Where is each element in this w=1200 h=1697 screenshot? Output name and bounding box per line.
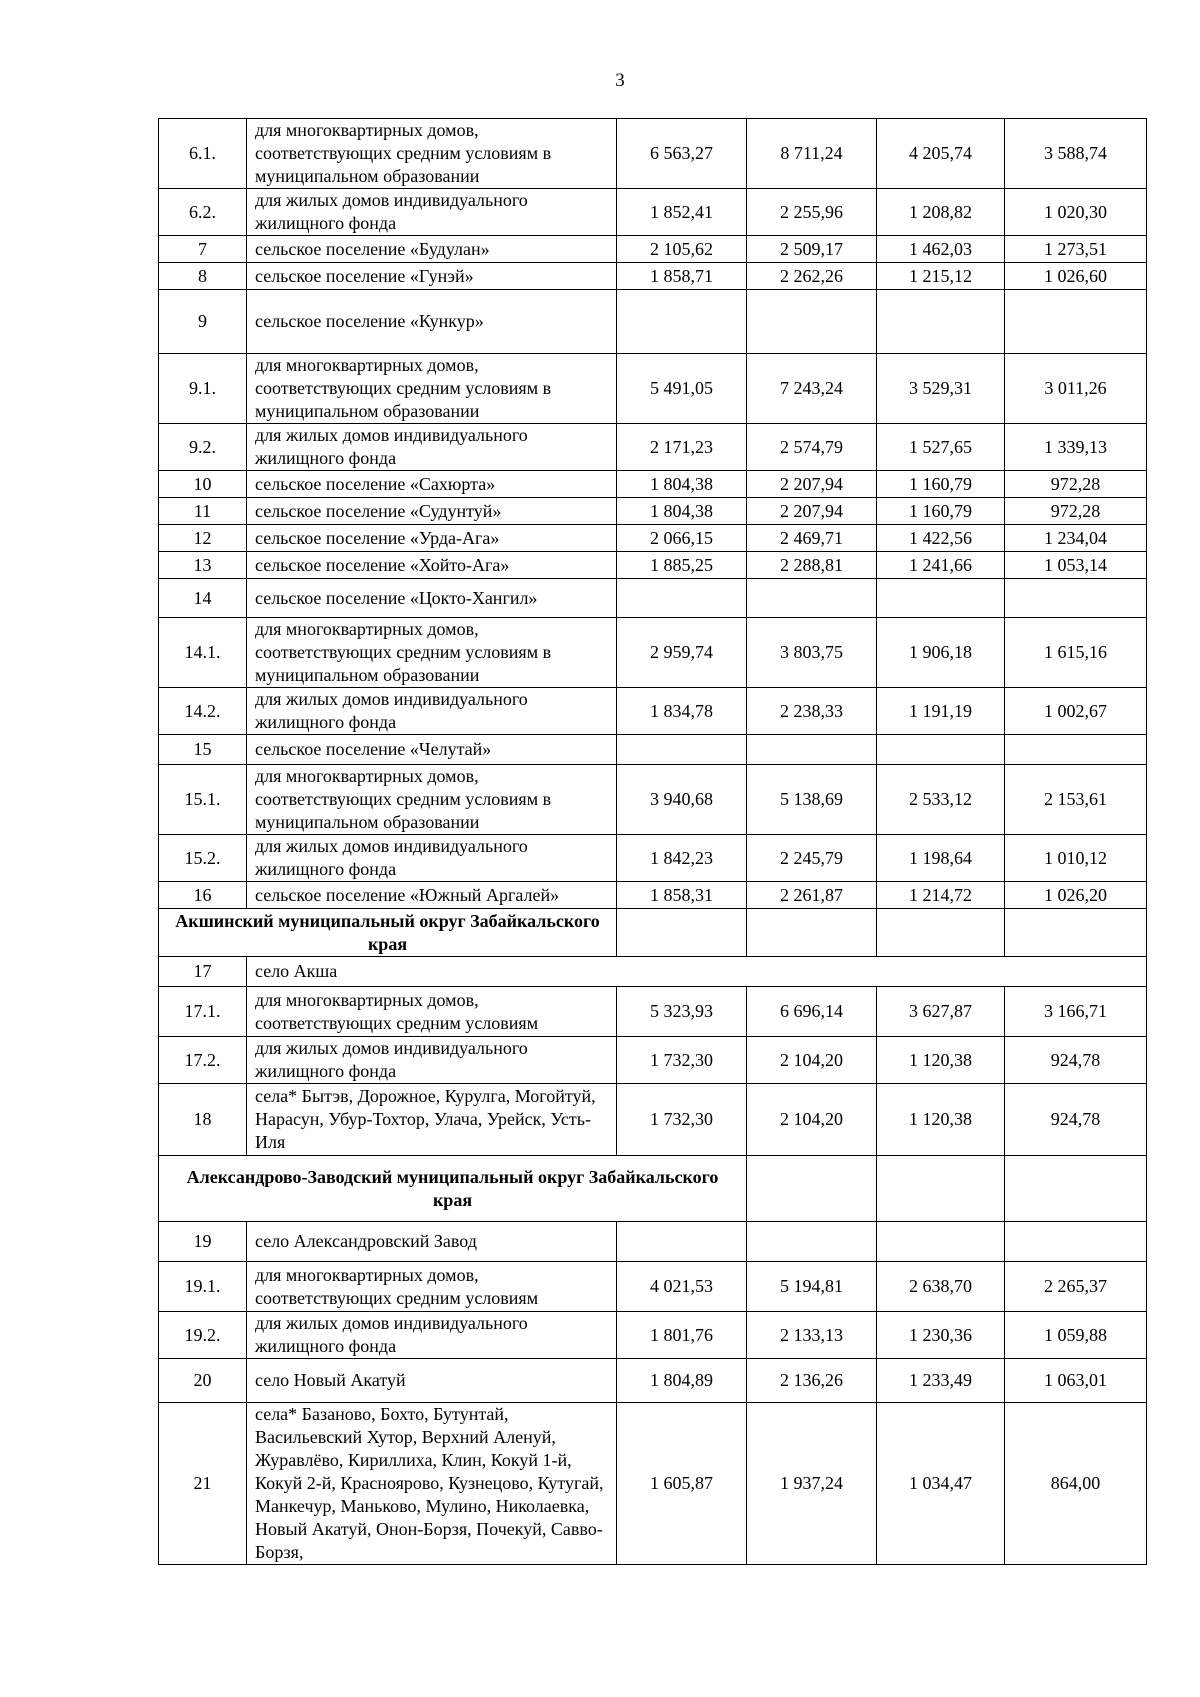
value-cell-2: 2 261,87 [747, 882, 877, 909]
row-description: село Александровский Завод [247, 1222, 617, 1262]
value-cell-3: 1 527,65 [877, 424, 1005, 471]
row-description: для многоквартирных домов, соответствующих средним условиям в муниципальном образовании [247, 354, 617, 424]
value-cell-2: 2 262,26 [747, 263, 877, 290]
table-row [159, 618, 1147, 688]
value-cell-2: 2 238,33 [747, 688, 877, 735]
table-row [159, 552, 1147, 579]
table-row [159, 119, 1147, 189]
row-description: для многоквартирных домов, соответствующих средним условиям в муниципальном образовании [247, 119, 617, 189]
value-cell-1: 3 940,68 [617, 765, 747, 835]
table-row [159, 765, 1147, 835]
table-row [159, 424, 1147, 471]
value-cell-3: 1 422,56 [877, 525, 1005, 552]
value-cell-4: 3 166,71 [1005, 987, 1147, 1037]
row-number: 9.1. [159, 354, 247, 424]
empty-cell [617, 909, 747, 957]
value-cell-4: 2 153,61 [1005, 765, 1147, 835]
row-description: для многоквартирных домов, соответствующих средним условиям в муниципальном образовании [247, 618, 617, 688]
value-cell-1: 1 804,38 [617, 471, 747, 498]
value-cell-1 [617, 579, 747, 618]
row-number: 14.2. [159, 688, 247, 735]
value-cell-2: 2 104,20 [747, 1037, 877, 1084]
value-cell-3: 1 120,38 [877, 1037, 1005, 1084]
row-number: 9.2. [159, 424, 247, 471]
value-cell-2: 2 207,94 [747, 471, 877, 498]
section-title: Александрово-Заводский муниципальный округ Забайкальского края [159, 1156, 747, 1222]
empty-cell [877, 909, 1005, 957]
value-cell-3: 1 191,19 [877, 688, 1005, 735]
table-row [159, 688, 1147, 735]
value-cell-2: 5 194,81 [747, 1262, 877, 1312]
value-cell-2: 3 803,75 [747, 618, 877, 688]
value-cell-1 [617, 290, 747, 354]
value-cell-2: 2 469,71 [747, 525, 877, 552]
row-description: сельское поселение «Будулан» [247, 236, 617, 263]
table-row [159, 882, 1147, 909]
row-description: для многоквартирных домов, соответствующих средним условиям [247, 987, 617, 1037]
value-cell-2 [747, 1222, 877, 1262]
row-description: село Акша [247, 957, 1147, 987]
row-description: село Новый Акатуй [247, 1359, 617, 1403]
value-cell-1: 1 801,76 [617, 1312, 747, 1359]
table-row [159, 957, 1147, 987]
value-cell-4: 1 010,12 [1005, 835, 1147, 882]
value-cell-3: 3 627,87 [877, 987, 1005, 1037]
value-cell-1: 1 858,71 [617, 263, 747, 290]
table-row [159, 1359, 1147, 1403]
tariff-table [158, 118, 1147, 1565]
row-number: 7 [159, 236, 247, 263]
table-row [159, 1312, 1147, 1359]
value-cell-4: 3 588,74 [1005, 119, 1147, 189]
value-cell-2: 8 711,24 [747, 119, 877, 189]
value-cell-4 [1005, 579, 1147, 618]
empty-cell [1005, 909, 1147, 957]
row-number: 14 [159, 579, 247, 618]
table-row [159, 735, 1147, 765]
value-cell-1: 1 804,89 [617, 1359, 747, 1403]
value-cell-1: 1 885,25 [617, 552, 747, 579]
row-description: сельское поселение «Челутай» [247, 735, 617, 765]
value-cell-1: 1 842,23 [617, 835, 747, 882]
value-cell-3: 1 208,82 [877, 189, 1005, 236]
value-cell-2: 2 255,96 [747, 189, 877, 236]
row-description: для жилых домов индивидуального жилищного фонда [247, 189, 617, 236]
row-description: для многоквартирных домов, соответствующих средним условиям в муниципальном образовании [247, 765, 617, 835]
value-cell-2 [747, 290, 877, 354]
row-description: сельское поселение «Урда-Ага» [247, 525, 617, 552]
empty-cell [877, 1156, 1005, 1222]
value-cell-2: 2 207,94 [747, 498, 877, 525]
value-cell-3: 1 120,38 [877, 1084, 1005, 1156]
empty-cell [1005, 1156, 1147, 1222]
value-cell-2: 2 574,79 [747, 424, 877, 471]
value-cell-4: 1 063,01 [1005, 1359, 1147, 1403]
table-row [159, 1084, 1147, 1156]
value-cell-1: 4 021,53 [617, 1262, 747, 1312]
row-number: 14.1. [159, 618, 247, 688]
table-row [159, 1037, 1147, 1084]
row-number: 20 [159, 1359, 247, 1403]
table-row [159, 987, 1147, 1037]
value-cell-1: 2 066,15 [617, 525, 747, 552]
value-cell-1: 2 171,23 [617, 424, 747, 471]
value-cell-4 [1005, 1222, 1147, 1262]
table-row [159, 909, 1147, 957]
value-cell-4: 1 053,14 [1005, 552, 1147, 579]
row-description: сельское поселение «Хойто-Ага» [247, 552, 617, 579]
value-cell-2: 2 136,26 [747, 1359, 877, 1403]
value-cell-1: 1 852,41 [617, 189, 747, 236]
row-number: 19.1. [159, 1262, 247, 1312]
value-cell-1: 5 323,93 [617, 987, 747, 1037]
value-cell-3 [877, 290, 1005, 354]
row-number: 17.1. [159, 987, 247, 1037]
row-description: сельское поселение «Цокто-Хангил» [247, 579, 617, 618]
value-cell-3: 1 462,03 [877, 236, 1005, 263]
value-cell-3: 1 214,72 [877, 882, 1005, 909]
row-description: сельское поселение «Кункур» [247, 290, 617, 354]
row-number: 19 [159, 1222, 247, 1262]
value-cell-4: 2 265,37 [1005, 1262, 1147, 1312]
value-cell-3: 1 230,36 [877, 1312, 1005, 1359]
row-number: 19.2. [159, 1312, 247, 1359]
value-cell-3: 1 198,64 [877, 835, 1005, 882]
value-cell-3: 1 160,79 [877, 498, 1005, 525]
row-number: 10 [159, 471, 247, 498]
value-cell-4: 972,28 [1005, 471, 1147, 498]
row-number: 15 [159, 735, 247, 765]
value-cell-2 [747, 579, 877, 618]
table-row [159, 189, 1147, 236]
table-row [159, 471, 1147, 498]
row-number: 18 [159, 1084, 247, 1156]
value-cell-4: 924,78 [1005, 1037, 1147, 1084]
row-number: 15.2. [159, 835, 247, 882]
row-description: для жилых домов индивидуального жилищного фонда [247, 424, 617, 471]
value-cell-3: 3 529,31 [877, 354, 1005, 424]
value-cell-4: 1 339,13 [1005, 424, 1147, 471]
value-cell-4: 1 273,51 [1005, 236, 1147, 263]
value-cell-4: 1 002,67 [1005, 688, 1147, 735]
value-cell-1 [617, 735, 747, 765]
table-row [159, 525, 1147, 552]
row-description: сельское поселение «Гунэй» [247, 263, 617, 290]
row-description: для жилых домов индивидуального жилищного фонда [247, 688, 617, 735]
table-row [159, 236, 1147, 263]
page-number: 3 [615, 70, 625, 91]
value-cell-1: 1 732,30 [617, 1084, 747, 1156]
value-cell-4 [1005, 735, 1147, 765]
value-cell-1: 1 605,87 [617, 1403, 747, 1565]
row-number: 8 [159, 263, 247, 290]
value-cell-1: 1 858,31 [617, 882, 747, 909]
empty-cell [747, 909, 877, 957]
value-cell-3 [877, 579, 1005, 618]
value-cell-2: 5 138,69 [747, 765, 877, 835]
value-cell-4: 864,00 [1005, 1403, 1147, 1565]
value-cell-1: 2 105,62 [617, 236, 747, 263]
row-number: 12 [159, 525, 247, 552]
row-number: 11 [159, 498, 247, 525]
row-description: сельское поселение «Сахюрта» [247, 471, 617, 498]
row-description: для жилых домов индивидуального жилищного фонда [247, 1312, 617, 1359]
table-row [159, 579, 1147, 618]
value-cell-4: 1 234,04 [1005, 525, 1147, 552]
value-cell-3: 4 205,74 [877, 119, 1005, 189]
value-cell-3: 1 215,12 [877, 263, 1005, 290]
value-cell-4: 1 026,20 [1005, 882, 1147, 909]
value-cell-3: 2 638,70 [877, 1262, 1005, 1312]
value-cell-2: 7 243,24 [747, 354, 877, 424]
value-cell-4: 1 615,16 [1005, 618, 1147, 688]
value-cell-1: 6 563,27 [617, 119, 747, 189]
row-description: села* Базаново, Бохто, Бутунтай, Васильевский Хутор, Верхний Аленуй, Журавлёво, Кириллиха, Клин, Кокуй 1-й, Кокуй 2-й, Красноярово, Кузнецово, Кутугай, Манкечур, Маньково, Мулино, Николаевка, Новый Акатуй, Онон-Борзя, Почекуй, Савво-Борзя, [247, 1403, 617, 1565]
value-cell-4: 924,78 [1005, 1084, 1147, 1156]
value-cell-1: 1 732,30 [617, 1037, 747, 1084]
row-number: 17.2. [159, 1037, 247, 1084]
value-cell-3: 2 533,12 [877, 765, 1005, 835]
value-cell-2: 6 696,14 [747, 987, 877, 1037]
row-description: для многоквартирных домов, соответствующих средним условиям [247, 1262, 617, 1312]
table-row [159, 498, 1147, 525]
row-number: 15.1. [159, 765, 247, 835]
value-cell-2: 2 245,79 [747, 835, 877, 882]
row-number: 9 [159, 290, 247, 354]
value-cell-3: 1 906,18 [877, 618, 1005, 688]
empty-cell [747, 1156, 877, 1222]
value-cell-1: 1 834,78 [617, 688, 747, 735]
value-cell-4: 1 059,88 [1005, 1312, 1147, 1359]
value-cell-4 [1005, 290, 1147, 354]
row-number: 17 [159, 957, 247, 987]
table-row [159, 290, 1147, 354]
table-row [159, 1403, 1147, 1565]
value-cell-1: 1 804,38 [617, 498, 747, 525]
value-cell-1: 5 491,05 [617, 354, 747, 424]
value-cell-2 [747, 735, 877, 765]
row-description: сельское поселение «Судунтуй» [247, 498, 617, 525]
value-cell-3 [877, 1222, 1005, 1262]
row-description: села* Бытэв, Дорожное, Курулга, Могойтуй, Нарасун, Убур-Тохтор, Улача, Урейск, Усть-Иля [247, 1084, 617, 1156]
value-cell-4: 972,28 [1005, 498, 1147, 525]
table-row [159, 1222, 1147, 1262]
row-number: 16 [159, 882, 247, 909]
value-cell-3: 1 034,47 [877, 1403, 1005, 1565]
value-cell-1 [617, 1222, 747, 1262]
value-cell-3 [877, 735, 1005, 765]
value-cell-4: 1 026,60 [1005, 263, 1147, 290]
value-cell-2: 2 288,81 [747, 552, 877, 579]
value-cell-1: 2 959,74 [617, 618, 747, 688]
row-number: 6.1. [159, 119, 247, 189]
value-cell-4: 1 020,30 [1005, 189, 1147, 236]
table-row [159, 1262, 1147, 1312]
value-cell-3: 1 233,49 [877, 1359, 1005, 1403]
value-cell-3: 1 160,79 [877, 471, 1005, 498]
row-description: сельское поселение «Южный Аргалей» [247, 882, 617, 909]
table-row [159, 354, 1147, 424]
value-cell-2: 2 509,17 [747, 236, 877, 263]
value-cell-4: 3 011,26 [1005, 354, 1147, 424]
table-row [159, 835, 1147, 882]
table-row [159, 263, 1147, 290]
value-cell-2: 1 937,24 [747, 1403, 877, 1565]
value-cell-2: 2 104,20 [747, 1084, 877, 1156]
table-row [159, 1156, 1147, 1222]
row-description: для жилых домов индивидуального жилищного фонда [247, 1037, 617, 1084]
value-cell-3: 1 241,66 [877, 552, 1005, 579]
row-number: 21 [159, 1403, 247, 1565]
section-title: Акшинский муниципальный округ Забайкальского края [159, 909, 617, 957]
value-cell-2: 2 133,13 [747, 1312, 877, 1359]
row-number: 6.2. [159, 189, 247, 236]
row-number: 13 [159, 552, 247, 579]
row-description: для жилых домов индивидуального жилищного фонда [247, 835, 617, 882]
